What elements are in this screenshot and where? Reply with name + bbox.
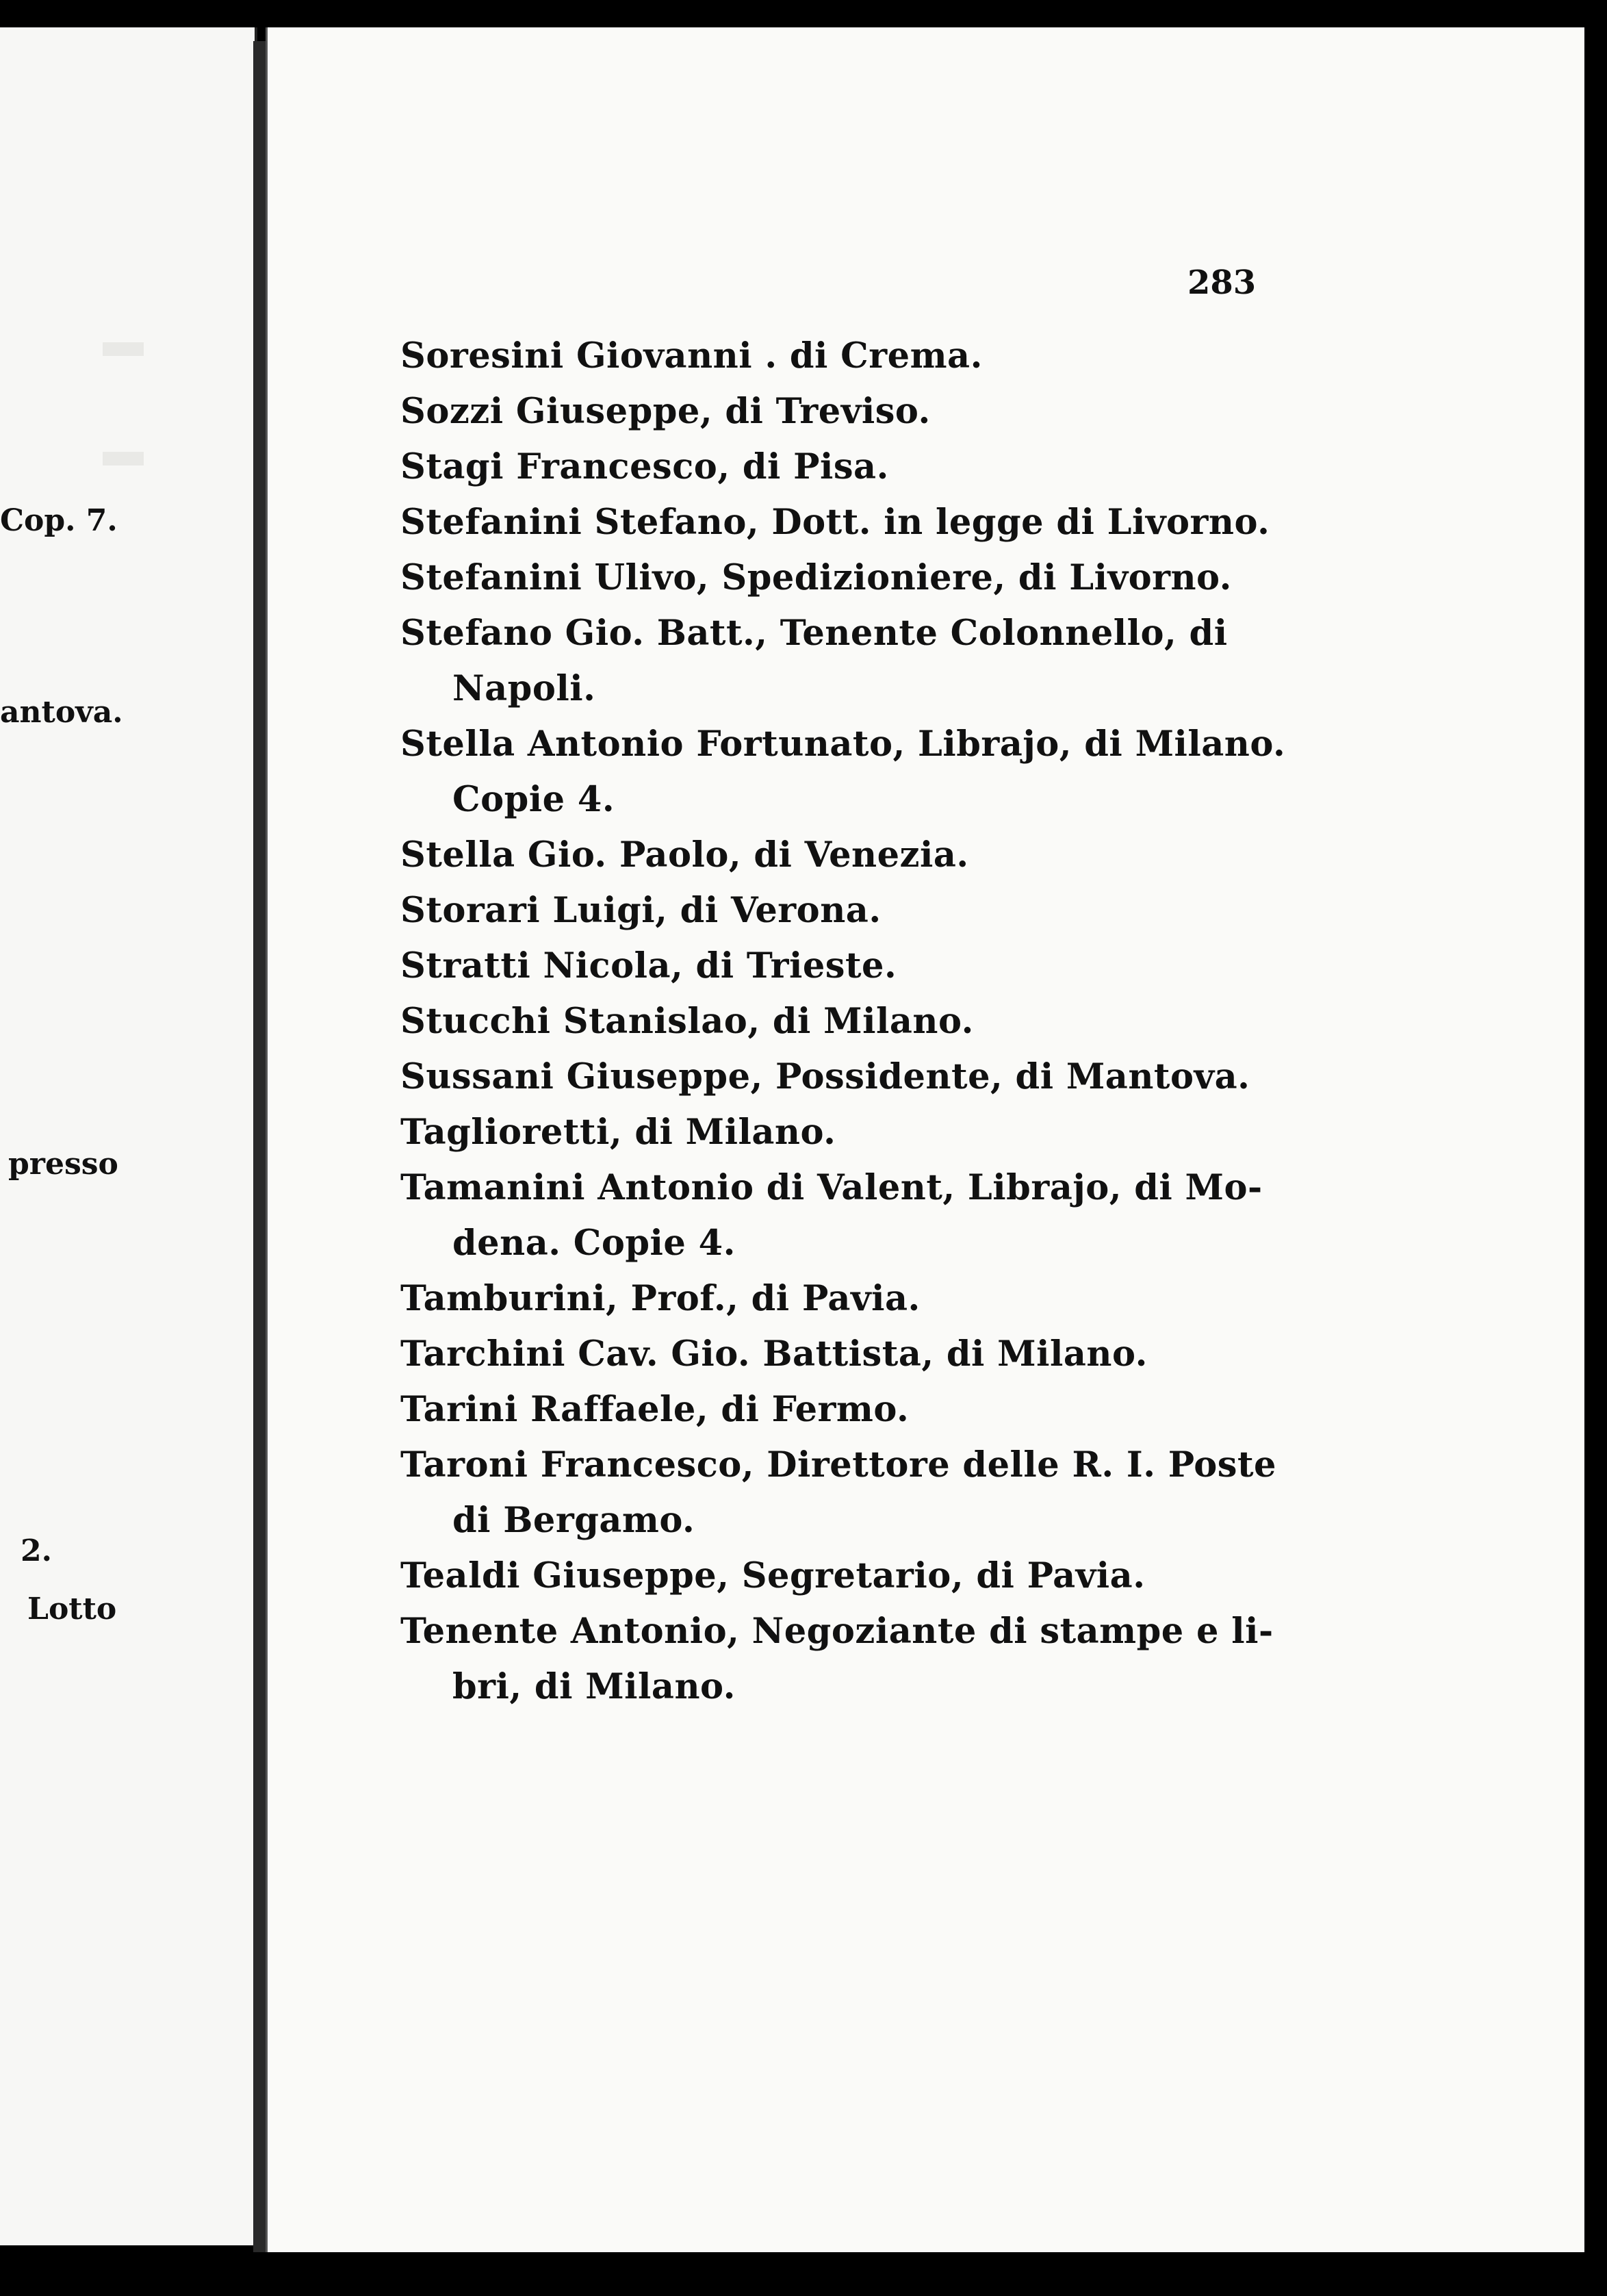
book-spine xyxy=(253,41,266,2252)
entry-text: Stefano Gio. Batt., Tenente Colonnello, di xyxy=(400,613,1228,654)
subscriber-list xyxy=(400,329,1290,1715)
subscriber-entry xyxy=(400,1382,1290,1438)
page-number: 283 xyxy=(1187,264,1257,302)
entry-continuation: di Bergamo. xyxy=(452,1500,695,1541)
left-fragment-presso: presso xyxy=(8,1147,118,1182)
left-fragment-number: 2. xyxy=(21,1533,52,1568)
entry-text: Tamburini, Prof., di Pavia. xyxy=(400,1278,921,1319)
entry-text: Tarchini Cav. Gio. Battista, di Milano. xyxy=(400,1334,1148,1375)
entry-text: Stefanini Ulivo, Spedizioniere, di Livorno. xyxy=(400,557,1232,598)
entry-text: Stucchi Stanislao, di Milano. xyxy=(400,1001,974,1042)
subscriber-entry xyxy=(400,384,1290,439)
entry-text: Tenente Antonio, Negoziante di stampe e li- xyxy=(400,1611,1274,1652)
entry-continuation: bri, di Milano. xyxy=(452,1666,736,1707)
entry-continuation: dena. Copie 4. xyxy=(452,1223,736,1264)
subscriber-entry xyxy=(400,495,1290,550)
subscriber-entry xyxy=(400,329,1290,384)
left-fragment-lotto: Lotto xyxy=(27,1592,117,1627)
subscriber-entry xyxy=(400,1327,1290,1382)
entry-text: Tamanini Antonio di Valent, Librajo, di Mo- xyxy=(400,1167,1263,1208)
subscriber-entry xyxy=(400,1105,1290,1160)
bleed-through-mark xyxy=(103,452,144,465)
left-fragment-mantova: antova. xyxy=(0,695,123,730)
entry-text: Stella Gio. Paolo, di Venezia. xyxy=(400,834,969,876)
entry-continuation: Copie 4. xyxy=(452,779,615,820)
subscriber-entry xyxy=(400,550,1290,606)
entry-text: Taroni Francesco, Direttore delle R. I. Poste xyxy=(400,1444,1276,1485)
entry-text: Stella Antonio Fortunato, Librajo, di Milano. xyxy=(400,724,1286,765)
subscriber-entry xyxy=(400,1049,1290,1105)
entry-text: Storari Luigi, di Verona. xyxy=(400,890,882,931)
subscriber-entry xyxy=(400,994,1290,1049)
subscriber-entry xyxy=(400,939,1290,994)
subscriber-entry xyxy=(400,1160,1290,1271)
subscriber-entry xyxy=(400,606,1290,717)
subscriber-entry xyxy=(400,1548,1290,1604)
subscriber-entry xyxy=(400,1604,1290,1715)
entry-text: Stagi Francesco, di Pisa. xyxy=(400,446,889,487)
subscriber-entry xyxy=(400,717,1290,828)
bleed-through-mark xyxy=(103,342,144,356)
entry-text: Stratti Nicola, di Trieste. xyxy=(400,945,897,986)
subscriber-entry xyxy=(400,828,1290,883)
entry-text: Tealdi Giuseppe, Segretario, di Pavia. xyxy=(400,1555,1146,1596)
entry-text: Stefanini Stefano, Dott. in legge di Livorno. xyxy=(400,502,1270,543)
subscriber-entry xyxy=(400,883,1290,939)
left-page xyxy=(0,27,257,2245)
left-fragment-copies: Cop. 7. xyxy=(0,503,118,538)
entry-continuation: Napoli. xyxy=(452,668,596,709)
subscriber-entry xyxy=(400,1271,1290,1327)
entry-text: Taglioretti, di Milano. xyxy=(400,1112,836,1153)
entry-text: Sozzi Giuseppe, di Treviso. xyxy=(400,391,931,432)
entry-text: Tarini Raffaele, di Fermo. xyxy=(400,1389,910,1430)
entry-text: Soresini Giovanni . di Crema. xyxy=(400,335,983,377)
entry-text: Sussani Giuseppe, Possidente, di Mantova. xyxy=(400,1056,1250,1097)
subscriber-entry xyxy=(400,1438,1290,1548)
subscriber-entry xyxy=(400,439,1290,495)
